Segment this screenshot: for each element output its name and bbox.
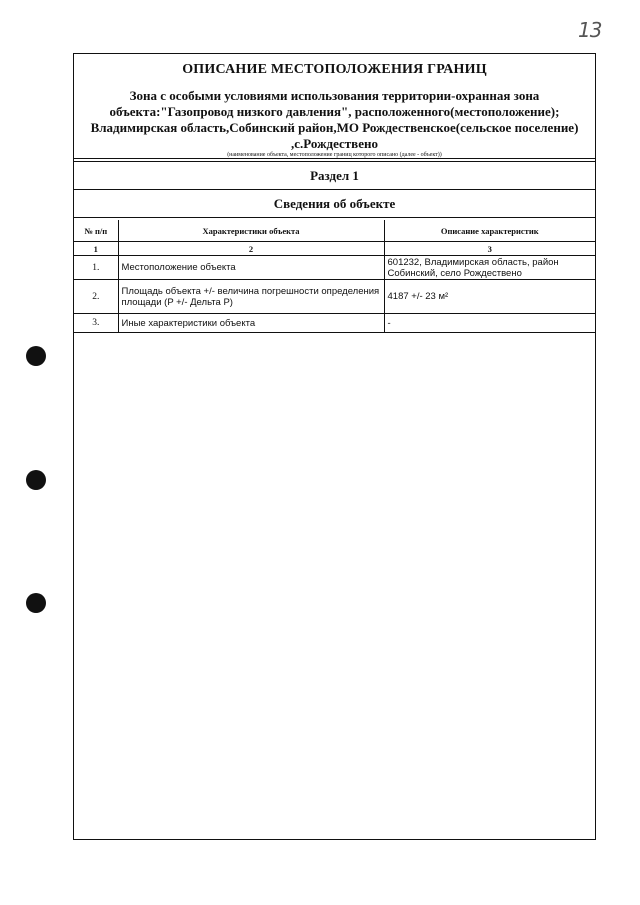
object-line-4: ,с.Рождествено <box>291 136 378 151</box>
column-number: 1 <box>74 242 118 256</box>
object-description <box>78 88 591 152</box>
document-frame <box>73 53 596 840</box>
table-row <box>74 280 595 314</box>
object-line-1: Зона с особыми условиями использования территории-охранная зона <box>129 88 540 103</box>
object-info-table <box>74 220 595 333</box>
table-header-row <box>74 220 595 242</box>
row-number: 2. <box>74 280 118 314</box>
binder-hole-3 <box>26 593 46 613</box>
binder-hole-2 <box>26 470 46 490</box>
document-header <box>74 54 595 159</box>
table-row <box>74 314 595 333</box>
section-title: Раздел 1 <box>74 162 595 190</box>
row-characteristic: Площадь объекта +/- величина погрешности определения площади (P +/- Дельта P) <box>118 280 384 314</box>
binder-hole-1 <box>26 346 46 366</box>
object-line-3: Владимирская область,Собинский район,МО Рождественское(сельское поселение) <box>90 120 579 135</box>
subsection-title: Сведения об объекте <box>74 190 595 218</box>
row-description: 601232, Владимирская область, район Собинский, село Рождествено <box>384 256 595 280</box>
table-row <box>74 256 595 280</box>
object-line-2: объекта:"Газопровод низкого давления", расположенного(местоположение); <box>109 104 560 119</box>
page-number: 13 <box>578 18 602 42</box>
row-characteristic: Местоположение объекта <box>118 256 384 280</box>
column-number: 2 <box>118 242 384 256</box>
column-number: 3 <box>384 242 595 256</box>
row-number: 3. <box>74 314 118 333</box>
column-number-row <box>74 242 595 256</box>
row-description: - <box>384 314 595 333</box>
row-characteristic: Иные характеристики объекта <box>118 314 384 333</box>
column-header: № п/п <box>74 220 118 242</box>
row-number: 1. <box>74 256 118 280</box>
column-header: Характеристики объекта <box>118 220 384 242</box>
header-caption: (наименование объекта, местоположение границ которого описано (далее - объект)) <box>74 149 595 162</box>
document-title: ОПИСАНИЕ МЕСТОПОЛОЖЕНИЯ ГРАНИЦ <box>182 62 487 77</box>
column-header: Описание характеристик <box>384 220 595 242</box>
row-description: 4187 +/- 23 м² <box>384 280 595 314</box>
